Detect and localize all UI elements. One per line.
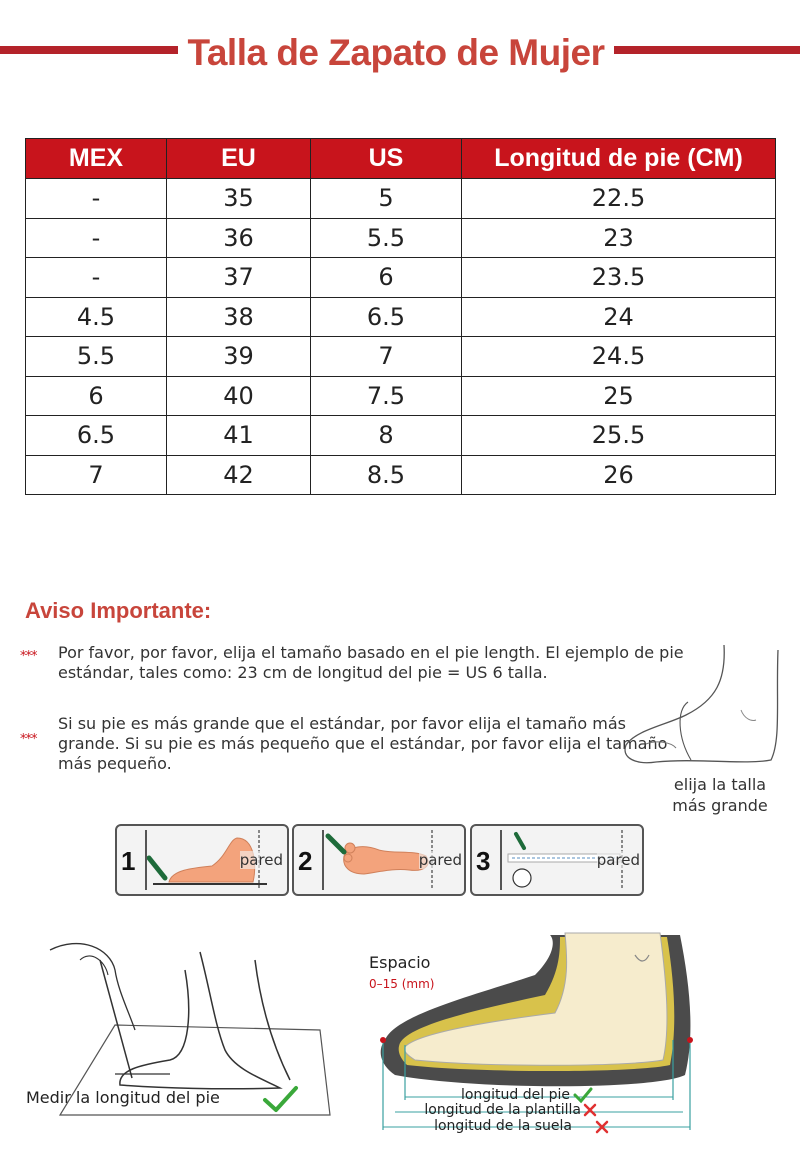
step-divider (500, 830, 502, 890)
step-panel-3 (470, 824, 644, 896)
step-divider (322, 830, 324, 890)
table-row (26, 179, 776, 219)
side-caption-line-2: más grande (672, 796, 768, 815)
cell-eu: 36 (167, 218, 311, 258)
cell-mex: 5.5 (26, 337, 167, 377)
table-row (26, 258, 776, 298)
notice-text-2: Si su pie es más grande que el estándar, por favor elija el tamaño más grande. Si su pie es más pequeño que el estándar, por favor elija el tamaño más pequeño. (58, 714, 668, 773)
step-panel-2 (292, 824, 466, 896)
header-eu: EU (167, 139, 311, 179)
cell-us: 7.5 (311, 376, 462, 416)
cell-cm: 23.5 (462, 258, 776, 298)
cell-us: 5.5 (311, 218, 462, 258)
stars-icon: *** (20, 649, 37, 664)
side-caption-line-1: elija la talla (673, 775, 767, 794)
cell-eu: 37 (167, 258, 311, 298)
step-divider (145, 830, 147, 890)
cell-us: 5 (311, 179, 462, 219)
wall-label: pared (239, 851, 283, 869)
cell-eu: 41 (167, 416, 311, 456)
cell-us: 8 (311, 416, 462, 456)
cell-mex: 4.5 (26, 297, 167, 337)
cell-cm: 24.5 (462, 337, 776, 377)
cell-cm: 22.5 (462, 179, 776, 219)
table-row (26, 297, 776, 337)
gap-label: Espacio (369, 953, 431, 972)
step-panel-1 (115, 824, 289, 896)
step-number: 2 (298, 846, 313, 876)
title-bar-left (0, 46, 178, 54)
header-us: US (311, 139, 462, 179)
title-bar-right (614, 46, 800, 54)
cell-eu: 42 (167, 455, 311, 495)
table-header-row (26, 139, 776, 179)
sole-length-label: longitud de la suela (434, 1118, 572, 1134)
step-number: 1 (121, 846, 136, 876)
cell-cm: 25 (462, 376, 776, 416)
wall-label: pared (418, 851, 462, 869)
notice-item-1 (20, 643, 710, 688)
cell-cm: 23 (462, 218, 776, 258)
insole-length-label: longitud de la plantilla (424, 1102, 581, 1118)
notice-title: Aviso Importante: (25, 598, 212, 623)
foot-length-label: longitud del pie (460, 1087, 570, 1103)
table-row (26, 416, 776, 456)
cell-mex: 6.5 (26, 416, 167, 456)
page-title: Talla de Zapato de Mujer (187, 32, 605, 73)
measure-caption: Medir la longitud del pie (26, 1088, 220, 1107)
notice-item-2 (20, 714, 680, 779)
cell-cm: 26 (462, 455, 776, 495)
cell-eu: 40 (167, 376, 311, 416)
table-row (26, 455, 776, 495)
gap-range: 0–15 (mm) (369, 977, 435, 991)
foot-side-sketch-icon (616, 640, 800, 775)
cell-us: 6.5 (311, 297, 462, 337)
cell-eu: 38 (167, 297, 311, 337)
cell-us: 8.5 (311, 455, 462, 495)
table-row (26, 337, 776, 377)
stars-icon: *** (20, 732, 37, 747)
cell-us: 6 (311, 258, 462, 298)
cell-cm: 25.5 (462, 416, 776, 456)
cell-mex: - (26, 218, 167, 258)
cell-mex: 6 (26, 376, 167, 416)
cell-mex: - (26, 258, 167, 298)
size-table (25, 138, 776, 495)
side-caption (660, 774, 780, 816)
table-row (26, 218, 776, 258)
header-foot-length: Longitud de pie (CM) (462, 139, 776, 179)
table-row (26, 376, 776, 416)
cell-eu: 39 (167, 337, 311, 377)
cell-us: 7 (311, 337, 462, 377)
cell-cm: 24 (462, 297, 776, 337)
title-row (0, 28, 800, 88)
cell-mex: - (26, 179, 167, 219)
cell-eu: 35 (167, 179, 311, 219)
cell-mex: 7 (26, 455, 167, 495)
notice-text-1: Por favor, por favor, elija el tamaño basado en el pie length. El ejemplo de pie estándar, tales como: 23 cm de longitud del pie = US 6 talla. (58, 643, 684, 682)
header-mex: MEX (26, 139, 167, 179)
step-number: 3 (476, 846, 491, 876)
wall-label: pared (596, 851, 640, 869)
